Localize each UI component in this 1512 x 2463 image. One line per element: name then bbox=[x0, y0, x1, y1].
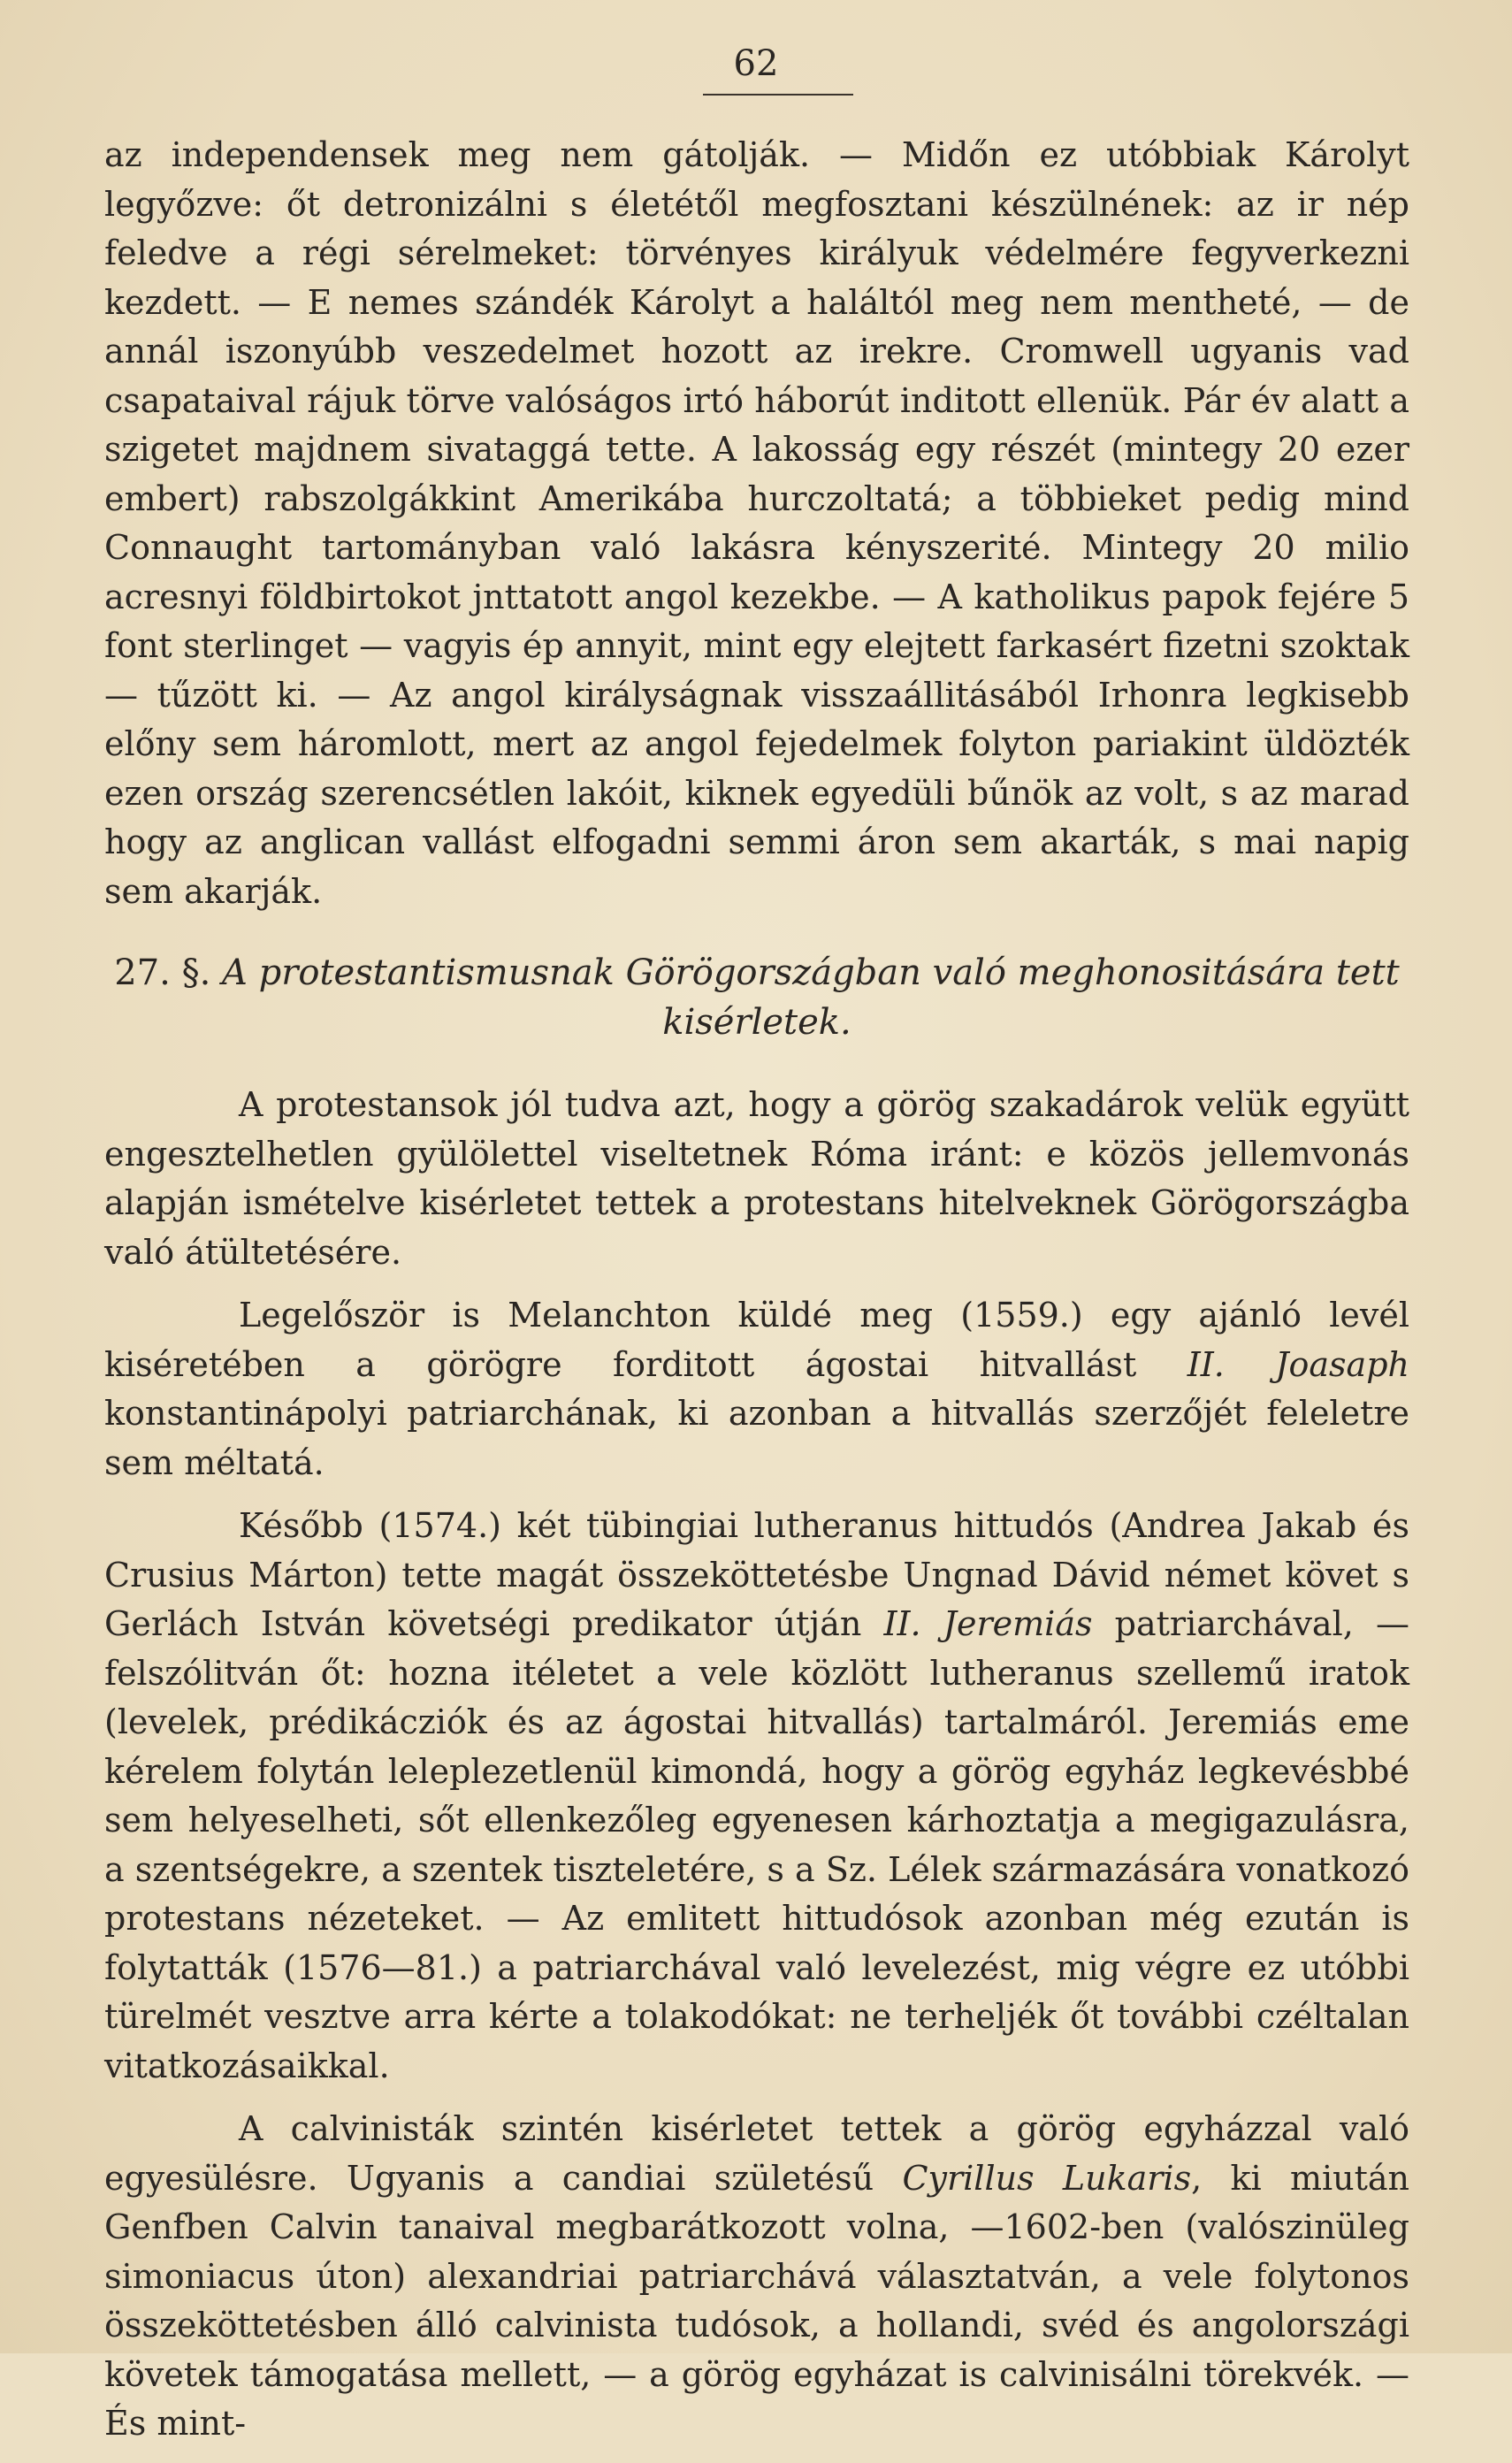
paragraph-3 bbox=[104, 1502, 1409, 2091]
paragraph-4-text-a: A calvinisták szintén kisérletet tettek a görög egyházzal való egyesülésre. Ugyanis a candiai születésű bbox=[104, 2109, 1409, 2198]
paragraph-3-text-a: Később (1574.) két tübingiai lutheranus hittudós (Andrea Jakab és Crusius Márton) tette magát összeköttetésbe Ungnad Dávid német követ s Gerlách István követségi predikator útján bbox=[104, 1506, 1409, 1643]
paragraph-2-text-b: konstantinápolyi patriarchának, ki azonban a hitvallás szerzőjét feleletre sem méltatá. bbox=[104, 1394, 1409, 1482]
section-heading bbox=[104, 948, 1409, 1047]
person-name-joasaph: II. Joasaph bbox=[1187, 1344, 1409, 1384]
continued-paragraph-block bbox=[104, 131, 1409, 916]
paragraph-3-text-b: patriarchával, — felszólitván őt: hozna itéletet a vele közlött lutheranus szellemű iratok (levelek, prédikácziók és az ágostai hitvallás) tartalmáról. Jeremiás eme kérelem folytán leleplezetlenül kimondá, hogy a görög egyház legkevésbbé sem helyeselheti, sőt ellenkezőleg egyenesen kárhoztatja a megigazulásra, a szentségekre, a szentek tiszteletére, s a Sz. Lélek származására vonatkozó protestans nézeteket. — Az emlitett hittudósok azonban még ezután is folytatták (1576—81.) a patriarchával való levelezést, mig végre ez utóbbi türelmét vesztve arra kérte a tolakodókat: ne terheljék őt további czéltalan vitatkozásaikkal. bbox=[104, 1604, 1409, 2085]
person-name-jeremias: II. Jeremiás bbox=[883, 1604, 1093, 1643]
section-number: 27. §. bbox=[114, 952, 211, 993]
paragraph-4 bbox=[104, 2105, 1409, 2449]
person-name-cyrillus: Cyrillus Lukaris bbox=[902, 2158, 1192, 2198]
section-body bbox=[104, 1081, 1409, 2463]
header-rule bbox=[703, 94, 853, 96]
paragraph-continued: az independensek meg nem gátolják. — Midőn ez utóbbiak Károlyt legyőzve: őt detronizálni s életétől megfosztani készülnének: az ir nép feledve a régi sérelmeket: törvényes királyuk védelmére fegyverkezni kezdett. — E nemes szándék Károlyt a haláltól meg nem mentheté, — de annál iszonyúbb veszedelmet hozott az irekre. Cromwell ugyanis vad csapataival rájuk törve valóságos irtó háborút inditott ellenük. Pár év alatt a szigetet majdnem sivataggá tette. A lakosság egy részét (mintegy 20 ezer embert) rabszolgákkint Amerikába hurczoltatá; a többieket pedig mind Connaught tartományban való lakásra kényszerité. Mintegy 20 milio acresnyi földbirtokot jnttatott angol kezekbe. — A katholikus papok fejére 5 font sterlinget — vagyis ép annyit, mint egy elejtett farkasért fizetni szoktak — tűzött ki. — Az angol királyságnak visszaállitásából Irhonra legkisebb előny sem háromlott, mert az angol fejedelmek folyton pariakint üldözték ezen ország szerencsétlen lakóit, kiknek egyedüli bűnök az volt, s az marad hogy az anglican vallást elfogadni semmi áron sem akarták, s mai napig sem akarják. bbox=[104, 135, 1409, 911]
page-number: 62 bbox=[733, 43, 779, 84]
paragraph-2 bbox=[104, 1291, 1409, 1488]
section-title: A protestantismusnak Görögországban való meghonositására tett kisérletek. bbox=[222, 952, 1400, 1043]
paragraph-2-text-a: Legelőször is Melanchton küldé meg (1559.) egy ajánló levél kiséretében a görögre forditott ágostai hitvallást bbox=[104, 1296, 1409, 1384]
paragraph-4-text-b: , ki miután Genfben Calvin tanaival megbarátkozott volna, —1602-ben (valószinüleg simoniacus úton) alexandriai patriarchává választatván, a vele folytonos összeköttetésben álló calvinista tudósok, a hollandi, svéd és angolországi követek támogatása mellett, — a görög egyházat is calvinisálni törekvék. — És mint- bbox=[104, 2158, 1410, 2443]
paragraph-1: A protestansok jól tudva azt, hogy a görög szakadárok velük együtt engesztelhetlen gyülölettel viseltetnek Róma iránt: e közös jellemvonás alapján ismételve kisérletet tettek a protestans hitelveknek Görögországba való átültetésére. bbox=[104, 1085, 1409, 1272]
